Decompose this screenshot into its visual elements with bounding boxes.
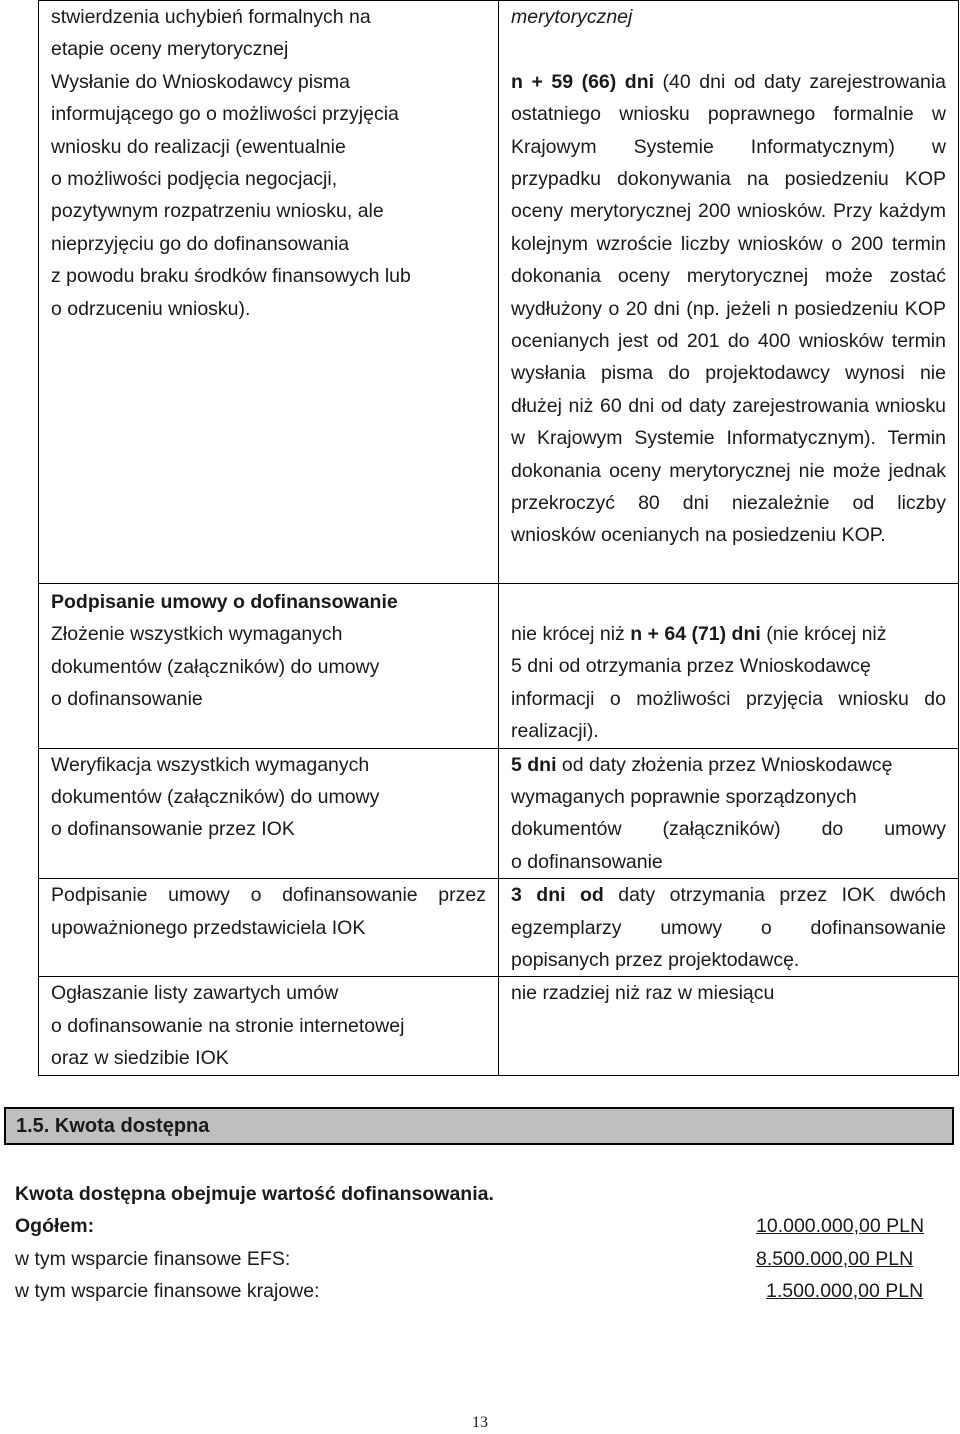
deadline-line: 5 dni od otrzymania przez Wnioskodawcę xyxy=(511,655,871,678)
deadline-text: nie rzadziej niż raz w miesiącu xyxy=(511,982,775,1005)
amount-row-national xyxy=(15,1275,945,1307)
cell-line: nieprzyjęciu go do dofinansowania xyxy=(51,232,350,255)
deadline-line xyxy=(511,618,946,650)
table-cell-activity xyxy=(39,1,499,584)
cell-line: o odrzuceniu wniosku). xyxy=(51,297,251,320)
table-cell-activity xyxy=(39,879,499,977)
amount-label: w tym wsparcie finansowe EFS: xyxy=(15,1247,291,1270)
cell-italic-text: merytorycznej xyxy=(511,6,633,28)
table-row xyxy=(39,879,959,977)
section-header xyxy=(4,1107,954,1145)
table-row xyxy=(39,977,959,1075)
deadline-text xyxy=(511,879,946,976)
amount-label: Ogółem: xyxy=(15,1215,95,1238)
cell-line: z powodu braku środków finansowych lub xyxy=(51,265,411,288)
schedule-table xyxy=(38,0,959,1076)
cell-line: o dofinansowanie na stronie internetowej xyxy=(51,1014,405,1037)
deadline-line: o dofinansowanie xyxy=(511,850,663,873)
deadline-body: informacji o możliwości przyjęcia wniosku do realizacji). xyxy=(511,687,946,743)
amount-value: 10.000.000,00 PLN xyxy=(756,1215,925,1238)
deadline-body: (40 dni od daty zarejestrowania ostatniego wniosku poprawnego formalnie w Krajowym Systemie Informatycznym) w przypadku dokonywania na posiedzeniu KOP oceny merytorycznej 200 wniosków. Przy każdym kolejnym wzroście liczby wniosków o 200 termin dokonania oceny merytorycznej może zostać wydłużony o 20 dni (np. jeżeli n posiedzeniu KOP ocenianych jest od 201 do 400 wniosków termin wysłania pisma do projektodawcy wynosi nie dłużej niż 60 dni od daty zarejestrowania wniosku w Krajowym Systemie Informatycznym). Termin dokonania oceny merytorycznej nie może jednak przekroczyć 80 dni niezależnie od liczby wniosków ocenianych na posiedzeniu KOP. xyxy=(511,70,946,547)
cell-line: o dofinansowanie xyxy=(51,688,203,711)
deadline-line xyxy=(511,749,946,781)
amounts-block xyxy=(15,1178,945,1308)
cell-text: Podpisanie umowy o dofinansowanie przez upoważnionego przedstawiciela IOK xyxy=(51,884,486,939)
table-cell-deadline xyxy=(499,1,959,584)
cell-line: etapie oceny merytorycznej xyxy=(51,38,289,61)
cell-line: Złożenie wszystkich wymaganych xyxy=(51,623,343,646)
table-cell-deadline xyxy=(499,879,959,977)
table-row xyxy=(39,1,959,584)
deadline-body: (nie krócej niż xyxy=(760,623,887,645)
cell-line: o możliwości podjęcia negocjacji, xyxy=(51,168,338,191)
amount-value: 8.500.000,00 PLN xyxy=(756,1247,914,1270)
section-heading: Podpisanie umowy o dofinansowanie xyxy=(51,591,398,613)
deadline-line: dokumentów (załączników) do umowy xyxy=(511,818,946,841)
deadline-bold: n + 64 (71) dni xyxy=(630,623,761,645)
table-cell-deadline xyxy=(499,584,959,749)
cell-line: Ogłaszanie listy zawartych umów xyxy=(51,982,339,1005)
cell-line: Wysłanie do Wnioskodawcy pisma xyxy=(51,70,350,93)
cell-line: wniosku do realizacji (ewentualnie xyxy=(51,135,346,158)
deadline-body: daty otrzymania przez IOK dwóch egzemplarzy umowy o dofinansowanie popisanych przez projektodawcę. xyxy=(511,884,946,972)
amounts-intro: Kwota dostępna obejmuje wartość dofinansowania. xyxy=(15,1183,494,1205)
table-cell-activity xyxy=(39,977,499,1075)
deadline-bold: n + 59 (66) dni xyxy=(511,70,655,93)
amount-label: w tym wsparcie finansowe krajowe: xyxy=(15,1280,320,1303)
cell-line: informującego go o możliwości przyjęcia xyxy=(51,103,399,126)
cell-line: o dofinansowanie przez IOK xyxy=(51,818,295,841)
deadline-text xyxy=(511,66,946,552)
deadline-prefix: nie krócej niż xyxy=(511,623,631,645)
cell-line: Weryfikacja wszystkich wymaganych xyxy=(51,753,370,776)
table-cell-deadline xyxy=(499,748,959,879)
section-title: 1.5. Kwota dostępna xyxy=(16,1115,210,1137)
amount-row-efs xyxy=(15,1243,945,1275)
page-number: 13 xyxy=(472,1414,488,1431)
cell-line: oraz w siedzibie IOK xyxy=(51,1047,229,1070)
cell-line: dokumentów (załączników) do umowy xyxy=(51,786,380,809)
deadline-bold: 5 dni xyxy=(511,753,557,776)
cell-line: stwierdzenia uchybień formalnych na xyxy=(51,6,371,28)
deadline-line: wymaganych poprawnie sporządzonych xyxy=(511,786,857,809)
amount-row-total xyxy=(15,1210,945,1242)
cell-line: pozytywnym rozpatrzeniu wniosku, ale xyxy=(51,200,384,223)
table-cell-activity xyxy=(39,748,499,879)
deadline-body: od daty złożenia przez Wnioskodawcę xyxy=(556,753,893,776)
deadline-bold: 3 dni od xyxy=(511,884,604,907)
table-row xyxy=(39,584,959,749)
table-row xyxy=(39,748,959,879)
amounts-intro-row xyxy=(15,1178,945,1210)
amount-value: 1.500.000,00 PLN xyxy=(766,1280,924,1303)
table-cell-deadline xyxy=(499,977,959,1075)
cell-line: dokumentów (załączników) do umowy xyxy=(51,655,380,678)
table-cell-activity xyxy=(39,584,499,749)
